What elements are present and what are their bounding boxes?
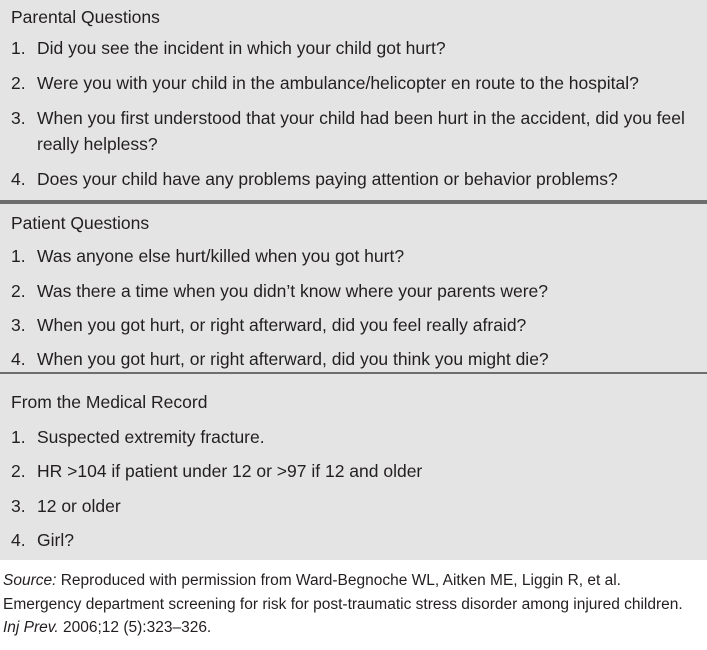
- medical-record-section: [0, 372, 707, 560]
- section-heading: Patient Questions: [11, 213, 150, 233]
- list-item: [11, 105, 691, 157]
- item-number: 3.: [11, 315, 26, 335]
- list-item: [11, 166, 691, 192]
- source-citation: [3, 569, 703, 640]
- item-number: 3.: [11, 108, 26, 128]
- section-divider: [0, 202, 707, 204]
- item-text: Suspected extremity fracture.: [37, 427, 265, 447]
- item-text: Girl?: [37, 530, 74, 550]
- patient-questions-section: [0, 202, 707, 372]
- item-number: 4.: [11, 530, 26, 550]
- item-number: 2.: [11, 281, 26, 301]
- item-text: 12 or older: [37, 496, 121, 516]
- source-label: Source:: [3, 572, 57, 589]
- list-item: [11, 278, 691, 304]
- list-item: [11, 243, 691, 269]
- source-text: Reproduced with permission from Ward-Begnoche WL, Aitken ME, Liggin R, et al. Emergency department screening for risk for post-traumatic stress disorder among injured children.: [3, 572, 683, 613]
- item-number: 1.: [11, 246, 26, 266]
- list-item: [11, 527, 691, 553]
- list-item: [11, 35, 691, 61]
- item-text: Did you see the incident in which your child got hurt?: [37, 38, 446, 58]
- item-text: When you got hurt, or right afterward, did you feel really afraid?: [37, 315, 527, 335]
- list-item: [11, 493, 691, 519]
- item-number: 4.: [11, 349, 26, 369]
- item-number: 3.: [11, 496, 26, 516]
- item-number: 4.: [11, 169, 26, 189]
- list-item: [11, 312, 691, 338]
- list-item: [11, 458, 691, 484]
- section-divider: [0, 372, 707, 374]
- item-number: 2.: [11, 73, 26, 93]
- list-item: [11, 424, 691, 450]
- item-number: 2.: [11, 461, 26, 481]
- list-item: [11, 70, 691, 96]
- item-text: Were you with your child in the ambulance/helicopter en route to the hospital?: [37, 73, 639, 93]
- journal-name: Inj Prev.: [3, 619, 59, 636]
- section-heading: Parental Questions: [11, 7, 160, 27]
- item-text: Was anyone else hurt/killed when you got hurt?: [37, 246, 405, 266]
- item-text: When you got hurt, or right afterward, did you think you might die?: [37, 349, 549, 369]
- parental-questions-section: [0, 0, 707, 202]
- item-text: Does your child have any problems paying attention or behavior problems?: [37, 169, 618, 189]
- item-number: 1.: [11, 38, 26, 58]
- item-text: Was there a time when you didn’t know where your parents were?: [37, 281, 548, 301]
- list-item: [11, 346, 691, 372]
- section-heading: From the Medical Record: [11, 392, 208, 412]
- item-text: HR >104 if patient under 12 or >97 if 12 and older: [37, 461, 423, 481]
- item-text: When you first understood that your child had been hurt in the accident, did you feel really helpless?: [37, 108, 685, 154]
- source-text-end: 2006;12 (5):323–326.: [58, 619, 212, 636]
- item-number: 1.: [11, 427, 26, 447]
